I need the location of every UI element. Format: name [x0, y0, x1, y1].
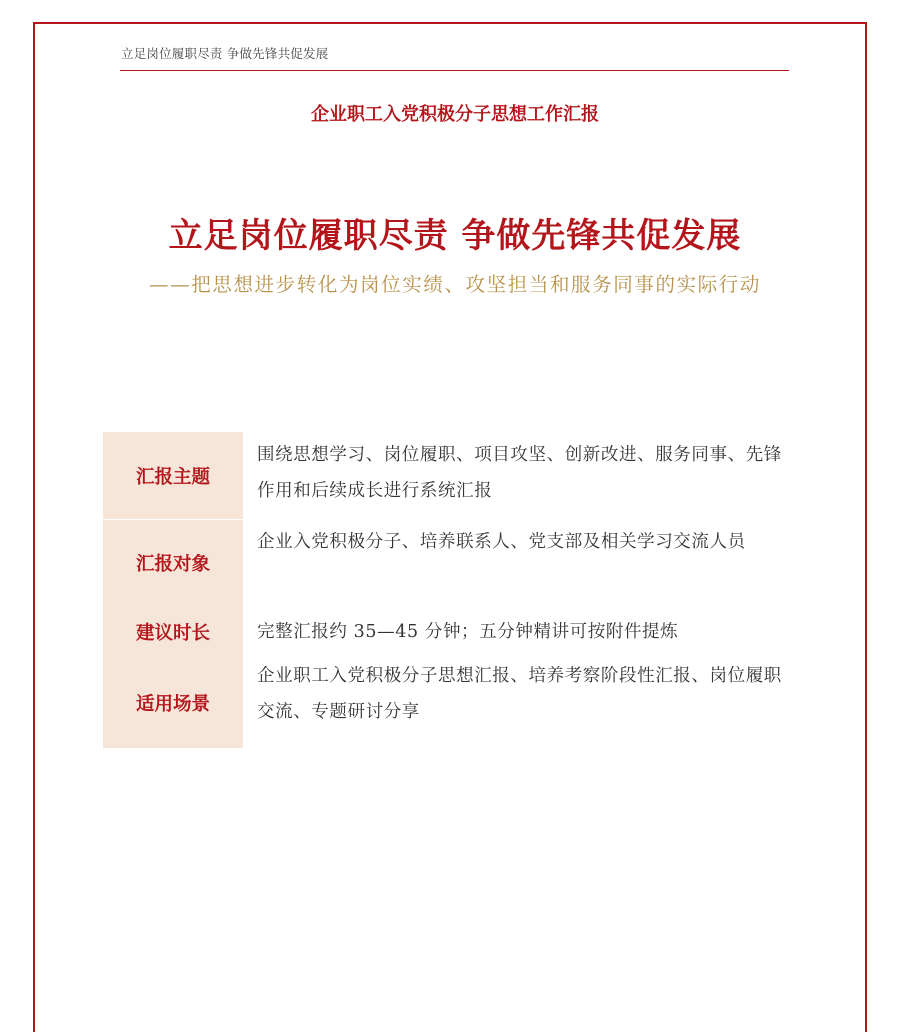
- info-row-scenario: [103, 658, 803, 748]
- info-label-duration: 建议时长: [103, 606, 243, 658]
- info-value-audience: 企业入党积极分子、培养联系人、党支部及相关学习交流人员: [257, 532, 746, 552]
- document-type-heading: 企业职工入党积极分子思想工作汇报: [311, 104, 599, 125]
- info-label-audience: 汇报对象: [103, 520, 243, 606]
- info-row-topic: [103, 432, 803, 520]
- info-row-duration: [103, 606, 803, 658]
- running-header: 立足岗位履职尽责 争做先锋共促发展: [121, 46, 329, 61]
- page-subtitle: ——把思想进步转化为岗位实绩、攻坚担当和服务同事的实际行动: [149, 273, 761, 296]
- info-value-topic: 围绕思想学习、岗位履职、项目攻坚、创新改进、服务同事、先锋作用和后续成长进行系统汇报: [257, 445, 782, 501]
- info-value-scenario: 企业职工入党积极分子思想汇报、培养考察阶段性汇报、岗位履职交流、专题研讨分享: [257, 666, 782, 722]
- info-row-audience: [103, 520, 803, 606]
- page-title: 立足岗位履职尽责 争做先锋共促发展: [168, 216, 742, 256]
- info-label-scenario: 适用场景: [103, 658, 243, 748]
- info-label-topic: 汇报主题: [103, 432, 243, 520]
- info-value-duration: 完整汇报约 35—45 分钟；五分钟精讲可按附件提炼: [257, 622, 679, 642]
- report-info-table: [103, 432, 803, 748]
- header-divider: [120, 70, 789, 71]
